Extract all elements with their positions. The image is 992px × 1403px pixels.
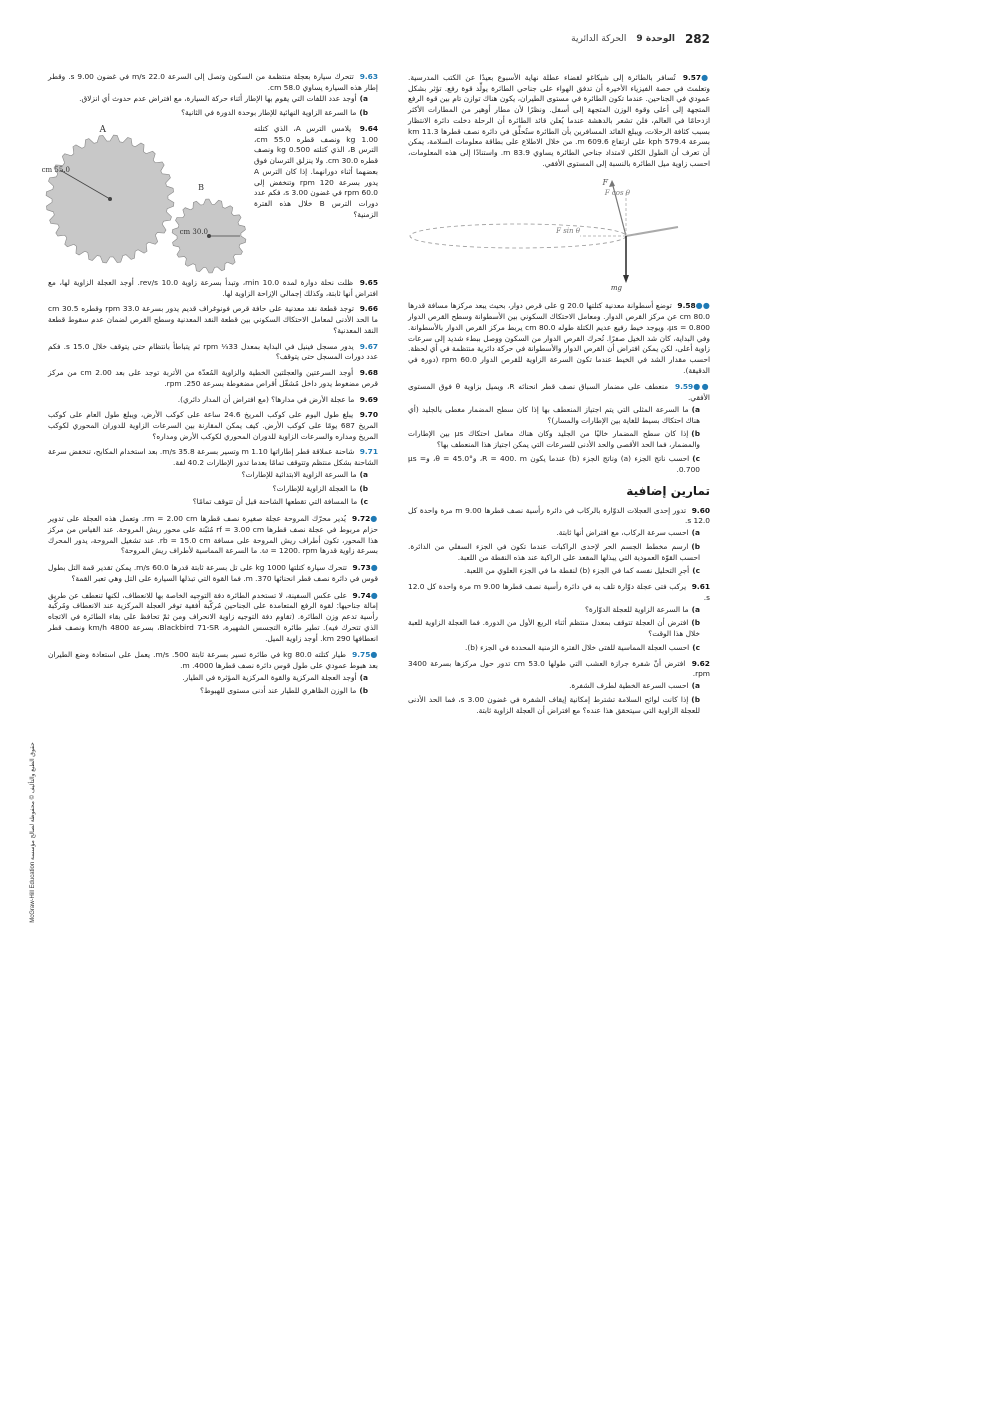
force-label-mg: mg <box>610 283 622 292</box>
weight-arrowhead-icon <box>623 275 629 283</box>
force-label-fsin: F sin θ <box>556 226 580 235</box>
problem-9-68 <box>48 368 378 389</box>
page-number: 282 <box>684 32 710 46</box>
problem-text: يُدير محرّك المروحة عجلة صغيرة نصف قطرها rm = 2.00 cm. وتعمل هذه العجلة على تدوير حزام مربوط في عجلة نصف قطرها rf = 3.00 cm مُثبّتة على محور ريش المروحة. عند القياس من مركز هذا المحور، تكون أطراف ريش المروحة على مسافة rb = 15.0 cm. عند تشغيل المروحة، يدور المحرك بسرعة زاوية قدرها ω = 1200. rpm. ما السرعة المماسية لأطراف ريش المروحة؟ <box>48 514 378 556</box>
problem-9-66 <box>48 304 378 336</box>
problem-number: 9.68 <box>359 368 378 378</box>
subpart-c: c)احسب ناتج الجزء (a) وناتج الجزء (b) عندما يكون R = 400. m، وθ = 45.0°، وμs = 0.700. <box>408 453 700 474</box>
problem-number: 9.66 <box>359 304 378 314</box>
subpart-a: a)أوجد عدد اللفات التي يقوم بها الإطار أثناء حركة السيارة، مع افتراض عدم حدوث أي انزلاق. <box>79 94 368 104</box>
right-column <box>408 72 710 721</box>
lift-arrowhead-icon <box>609 180 615 187</box>
bullet-dot-icon: ● <box>370 650 379 660</box>
bullet-dot-icon: ● <box>370 590 378 600</box>
subpart-c: c)أجرِ التحليل نفسه كما في الجزء (b) لنقطة ما في الجزء العلوي من اللعبة. <box>464 566 700 576</box>
problem-9-63 <box>48 72 378 119</box>
subpart-a: a)احسب السرعة الخطية لطرف الشفرة. <box>569 681 700 691</box>
problem-number: 9.73 <box>352 563 371 573</box>
problem-text: توضع أسطوانة معدنية كتلتها 20.0 g على قرص دوار، بحيث يبعد مركزها مسافة قدرها 80.0 cm عن مركز القرص الدوار. ومعامل الاحتكاك السكوني بين الأسطوانة وسطح القرص الدوار μs = 0.800، ويوجد خيط رفيع عديم الكتلة طوله 80.0 cm يربط مركز القرص الدوار بالأسطوانة. وفي البداية، كان شد الخيل صفرًا. تُحرك القرص الدوار من السكون ووصل ببطء شديد إلى سرعات زاوية أعلى، لكن يمكن افتراض أن القرص الدوار والأسطوانة في حركة دائرية منتظمة في أي لحظة. احسب مقدار الشد في الخيط عندما تكون السرعة الزاوية للقرص الدوار 60.0 rpm (دورة في الدقيقة). <box>408 301 711 375</box>
problem-text: على عكس السفينة، لا تستخدم الطائرة دفة التوجيه الخاصة بها للانعطاف، لكنها تنعطف عن طريق إمالة جناحيها: لقوة الرفع المتعامدة على الجناحين مُركّبة أفقية توفر العجلة المركزية عند الانعطاف ومُركّبة رأسية تدعم وزن الطائرة. (تقاوم دفة التوجيه زاوية الانحراف ومن ثمّ تحافظ على بقاء الطائرة في الاتجاه الذي تتحرك فيه). تطير طائرة التجسس الشهيرة، Blackbird 71-SR، بسرعة 4800 km/h ونصف قطر انعطافها 290 km. أوجد زاوية الميل. <box>48 590 379 643</box>
subpart-b: b)إذا كان سطح المضمار خاليًا من الجليد وكان هناك معامل احتكاك μs بين الإطارات والمضمار، فما الحد الأقصى والحد الأدنى للسرعات التي يمكن اجتياز هذا المنعطف بها؟ <box>408 429 700 450</box>
problem-text: يبلغ طول اليوم على كوكب المريخ 24.6 ساعة على كوكب الأرض، ويبلغ طول العام على كوكب المريخ 687 يومًا على كوكب الأرض. كيف يمكن المقارنة بين السرعات الزاوية للدوران المحوري لكوكب المريخ ومداره والسرعات الزاوية للدوران المحوري لكوكب الأرض ومداره؟ <box>48 410 378 441</box>
subpart-a: a)ما السرعة الزاوية للعجلة الدوّارة؟ <box>585 604 700 614</box>
problem-number: 9.57 <box>682 73 702 82</box>
problem-text: تتحرك سيارة بعجلة منتظمة من السكون وتصل إلى السرعة 22.0 m/s في غضون 9.00 s. وقطر إطار هذه السيارة يساوي 58.0 cm. <box>48 72 378 92</box>
problem-9-74 <box>48 590 378 645</box>
bullet-dot-icon: ● <box>370 514 378 524</box>
problem-number: 9.60 <box>691 505 711 515</box>
subpart-b: b)افترض أن العجلة تتوقف بمعدل منتظم أثناء الربع الأول من الدورة. فما العجلة الزاوية للعبة خلال هذا الوقت؟ <box>408 618 700 639</box>
bullet-dot-icon: ●● <box>693 382 710 392</box>
problem-text: يركب فتى عجلة دوّارة تلف به في دائرة رأسية نصف قطرها 9.00 m مرة واحدة كل 12.0 s. <box>408 582 710 602</box>
subpart-a: a)ما السرعة المثلى التي يتم اجتياز المنعطف بها إذا كان سطح المضمار مغطى بالجليد (أي هناك احتكاك بسيط للغاية بين الإطارات والمسار)؟ <box>408 404 700 425</box>
problem-9-58 <box>408 300 710 376</box>
banked-plane-figure <box>408 179 710 291</box>
problem-number: 9.74 <box>352 590 371 600</box>
problem-text: ظلت نحلة دوارة لمدة 10.0 min، وتبدأ بسرعة زاوية 10.0 rev/s. أوجد العجلة الزاوية لها، مع افتراض أنها ثابتة، وكذلك إجمالي الإزاحة الزاوية لها. <box>48 277 378 298</box>
subpart-b: b)ما السرعة الزاوية النهائية للإطار بوحدة الدورة في الثانية؟ <box>181 108 368 118</box>
problem-9-61 <box>408 582 710 653</box>
problem-number: 9.59 <box>674 382 694 392</box>
problem-9-64 <box>254 124 378 221</box>
problem-text: ما عجلة الأرض في مدارها؟ (مع افتراض أن المدار دائري). <box>177 394 355 404</box>
problem-text: منعطف على مضمار السباق نصف قطر انحنائه R، ويميل بزاوية θ فوق المستوى الأفقي. <box>408 382 710 403</box>
problem-number: 9.63 <box>359 72 378 81</box>
problem-text: تدور إحدى العجلات الدوّارة بالركاب في دائرة رأسية نصف قطرها 9.00 m مرة واحدة كل 12.0 s. <box>408 505 710 526</box>
problem-9-62 <box>408 659 710 717</box>
page-header <box>420 28 710 50</box>
left-column <box>41 72 379 702</box>
problem-9-60 <box>408 506 710 577</box>
problem-9-67 <box>48 342 378 363</box>
problem-9-65 <box>48 278 378 299</box>
problem-number: 9.72 <box>352 514 371 524</box>
bullet-dot-icon: ●● <box>695 301 711 311</box>
problem-text: تتحرك سيارة كتلتها 1000 kg على تل بسرعة ثابتة قدرها 60.0 m/s. يمكن تقدير قمة التل بطول قوس في دائرة نصف قطر انحنائها 370. m. فما القوة التي تبذلها السيارة على التل وهي تعبر القمة؟ <box>48 563 378 583</box>
problem-number: 9.70 <box>359 410 378 420</box>
problem-number: 9.61 <box>691 582 710 592</box>
subpart-c: c)ما المسافة التي تقطعها الشاحنة قبل أن تتوقف تمامًا؟ <box>192 497 368 507</box>
bullet-dot-icon: ● <box>701 73 710 82</box>
unit-label: الوحدة 9 <box>636 34 675 44</box>
gears-figure <box>41 124 248 274</box>
subpart-b: b)ما الوزن الظاهري للطيار عند أدنى مستوى للهبوط؟ <box>199 686 368 696</box>
problem-9-69 <box>48 395 378 406</box>
problem-text: افترض أنّ شفرة جرازة العشب التي طولها 53.0 cm تدور حول مركزها بسرعة 3400 rpm. <box>408 658 710 679</box>
gear-b-radius-label: 30.0 cm <box>179 227 208 236</box>
problem-text: توجد قطعة نقد معدنية على حافة قرص فونوغراف قديم يدور بسرعة 33.0 rpm وقطره 30.5 cm ما الحد الأدنى لمعامل الاحتكاك السكوني بين قطعة النقد المعدنية وسطح القرص لضمان عدم سقوط قطعة النقد المعدنية؟ <box>48 304 378 335</box>
gear-a-label: A <box>99 124 106 135</box>
force-label-F: F <box>602 177 608 187</box>
gear-a-radius-label: 55.0 cm <box>41 165 70 174</box>
copyright-text: حقوق الطبع والتأليف © محفوظة لصالح مؤسسة McGraw-Hill Education <box>29 742 36 923</box>
problem-number: 9.75 <box>352 650 371 660</box>
copyright-sidebar <box>26 725 38 940</box>
subpart-b: b)ما العجلة الزاوية للإطارات؟ <box>272 483 368 493</box>
subpart-b: b)إذا كانت لوائح السلامة تشترط إمكانية إيقاف الشفرة في غضون 3.00 s، فما الحد الأدنى للعجلة الزاوية التي سيتحقق هذا عنده؟ مع افتراض أن العجلة الزاوية ثابتة. <box>408 694 700 715</box>
subpart-a: a)احسب سرعة الركاب، مع افتراض أنها ثابتة. <box>556 528 700 538</box>
problem-9-64-block <box>41 123 379 274</box>
problem-9-75 <box>48 649 378 697</box>
problem-number: 9.69 <box>359 394 378 404</box>
problem-text: يدور مسجل فينيل في البداية بمعدل 33⅓ rpm ثم يتباطأ بانتظام حتى يتوقف خلال 15.0 s. فكم عدد دورات المسجل حتى يتوقف؟ <box>48 341 378 362</box>
problem-number: 9.58 <box>677 301 696 311</box>
force-label-fcos: F cos θ <box>604 188 630 197</box>
problem-9-59 <box>408 381 710 475</box>
problem-text: طيار كتلته 80.0 kg في طائرة تسير بسرعة ثابتة 500. m/s. يعمل على استعادة وضع الطيران بعد هبوط عمودي على طول قوس دائرة نصف قطرها 4000. m. <box>48 650 378 670</box>
subpart-a: a)ما السرعة الزاوية الابتدائية للإطارات؟ <box>241 469 368 479</box>
problem-number: 9.65 <box>359 277 378 287</box>
problem-number: 9.67 <box>359 341 379 351</box>
subpart-b: b)ارسم مخطط الجسم الحر لإحدى الراكبات عندما تكون في الجزء السفلي من الدائرة. احسب القوّة العمودية التي يبذلها المقعد على الراكبة عند هذه النقطة من اللعبة. <box>408 541 700 562</box>
problem-9-73 <box>48 562 378 584</box>
problem-number: 9.64 <box>359 123 378 133</box>
bullet-dot-icon: ● <box>370 563 378 573</box>
problem-9-70 <box>48 410 378 442</box>
problem-9-71 <box>48 447 378 508</box>
problem-number: 9.62 <box>691 658 710 668</box>
plane-wing-icon <box>626 227 678 236</box>
problem-text: شاحنة عملاقة قطر إطاراتها 1.10 m وتسير بسرعة 35.8 m/s. بعد استخدام المكابح، تنخفض سرعة الشاحنة بشكل منتظم وتتوقف تمامًا بعدما تدور الإطارات 40.2 لفة. <box>48 447 378 468</box>
problem-number: 9.71 <box>359 447 378 457</box>
gear-b-label: B <box>198 182 204 192</box>
problem-9-72 <box>48 513 378 557</box>
unit-title: الحركة الدائرية <box>571 34 627 44</box>
problem-text: تُسافر بالطائرة إلى شيكاغو لقضاء عطلة نهاية الأسبوع بعيدًا عن الكتب المدرسية. وتعلمتَ في حصة الفيزياء الأخيرة أن تدفق الهواء على جناحي الطائرة يولِّد قوة رفع. تؤثر بشكل عمودي في الجناحين. عندما تكون الطائرة في مستوى الطيران، يكون هناك توازن تام بين قوة الرفع المتجهة إلى أعلى وقوة الوزن المتجهة إلى أسفل. ونظرًا لأن مطار أوهير من المطارات الأكثر ازدحامًا في العالم، فلن تشعر بالدهشة عندما يُعلن قائد الطائرة أن الرحلة دخلت دائرة الانتظار بسبب كثافة الرحلات، ويبلغ القائد المسافرين بأن الطائرة ستُحلِّق في دائرة نصف قطرها 11.3 km بسرعة 579.4 kph على ارتفاع 609.6 m. من خلال الاطلاع على بطاقة معلومات السلامة، يمكن أن تعرف أن الطول الكلي لامتداد جناحي الطائرة يساوي 83.9 m. واستنادًا إلى هذه المعلومات، احسب زاوية ميل الطائرة بالنسبة إلى المستوى الأفقي. <box>408 73 710 168</box>
subpart-c: c)احسب العجلة المماسية للفتى خلال الفترة الزمنية المحددة في الجزء (b). <box>465 642 700 652</box>
subpart-a: a)أوجد العجلة المركزية والقوة المركزية المؤثرة في الطيار. <box>182 672 368 682</box>
problem-text: يلامس الترس A، الذي كتلته 1.00 kg ونصف قطره 55.0 cm، الترس B، الذي كتلته 0.500 kg ونصف قطره 30.0 cm. ولا ينزلق الترسان فوق بعضهما أثناء دورانهما. إذا كان الترس A يدور بسرعة 120 rpm وتنخفض إلى 60.0 rpm في غضون 3.00 s، فكم عدد دورات الترس B خلال هذه الفترة الزمنية؟ <box>254 123 379 219</box>
problem-9-57 <box>408 72 710 170</box>
problem-text: أوجد السرعتين والعجلتين الخطية والزاوية المُعدّة من الأتربة توجد على بعد 2.00 cm من مركز قرص مضغوط يدور داخل مُشغّل أقراص مضغوطة بسرعة 250. rpm. <box>48 368 378 388</box>
section-title: تمارين إضافية <box>626 484 710 499</box>
